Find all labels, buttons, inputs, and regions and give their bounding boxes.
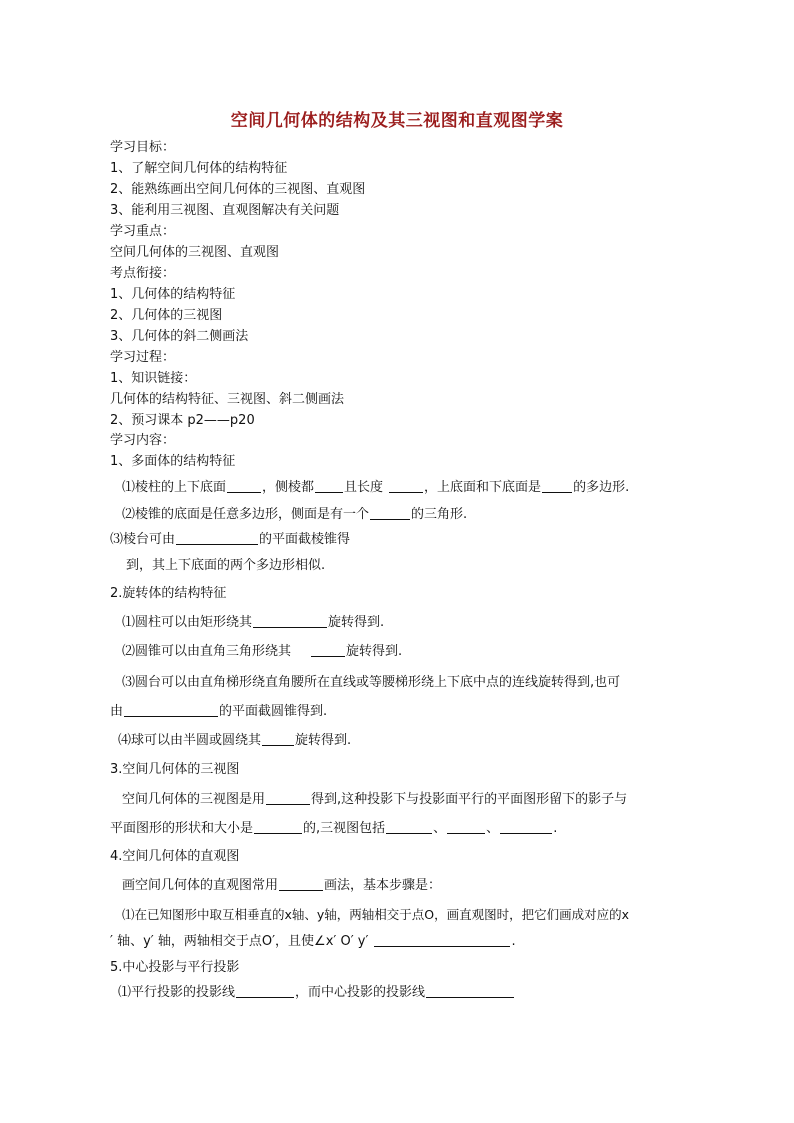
cylinder-text: 旋转得到. [328, 615, 385, 630]
links-heading: 考点衔接： [110, 266, 176, 281]
answer-blank [279, 876, 323, 891]
answer-blank [253, 613, 327, 628]
answer-blank [176, 530, 258, 545]
views-text: 得到,这种投影下与投影面平行的平面图形留下的影子与 [311, 792, 628, 807]
process-step: 1、知识链接： [110, 371, 197, 386]
frustum-line-2: 到，其上下底面的两个多边形相似. [126, 558, 326, 573]
answer-blank [500, 819, 552, 834]
answer-blank [370, 505, 410, 520]
focus-heading: 学习重点： [110, 224, 176, 239]
answer-blank [236, 983, 294, 998]
views-text: 平面图形的形状和大小是 [110, 821, 254, 836]
prism-text: ，侧棱都 [262, 480, 315, 495]
links-item: 3、几何体的斜二侧画法 [110, 329, 249, 344]
sphere-text: ⑷球可以由半圆或圆绕其 [118, 733, 262, 748]
objective-item: 2、能熟练画出空间几何体的三视图、直观图 [110, 182, 366, 197]
frustum-text: 的平面截棱锥得 [259, 532, 351, 547]
answer-blank [315, 478, 343, 493]
answer-blank [262, 731, 294, 746]
frustum-rot-text: 的平面截圆锥得到. [219, 704, 328, 719]
links-item: 2、几何体的三视图 [110, 308, 223, 323]
frustum-rot-line: ⑶圆台可以由直角梯形绕直角腰所在直线或等腰梯形绕上下底中点的连线旋转得到,也可 [122, 675, 621, 690]
prism-text: 的多边形. [573, 480, 630, 495]
process-step-text: 几何体的结构特征、三视图、斜二侧画法 [110, 392, 345, 407]
oblique-step-line-2 [110, 932, 516, 952]
answer-blank [542, 478, 572, 493]
objective-item: 1、了解空间几何体的结构特征 [110, 161, 288, 176]
answer-blank [227, 478, 261, 493]
sphere-line [118, 731, 351, 751]
oblique-line [122, 876, 441, 896]
answer-blank [266, 790, 310, 805]
oblique-text: 画法，基本步骤是： [324, 878, 442, 893]
section-heading: 1、多面体的结构特征 [110, 454, 236, 469]
pyramid-text: ⑵棱锥的底面是任意多边形，侧面是有一个 [122, 507, 370, 522]
section-heading: 4.空间几何体的直观图 [110, 849, 240, 864]
projection-text: ，而中心投影的投影线 [295, 985, 426, 1000]
objectives-heading: 学习目标： [110, 140, 176, 155]
oblique-text: ′ 轴、y′ 轴，两轴相交于点O′，且使∠x′ O′ y′ [110, 934, 369, 949]
pyramid-text: 的三角形. [411, 507, 468, 522]
pyramid-line [122, 505, 467, 525]
oblique-step-line: ⑴在已知图形中取互相垂直的x轴、y轴，两轴相交于点O，画直观图时，把它们画成对应的x [122, 907, 630, 922]
prism-text: ⑴棱柱的上下底面 [122, 480, 227, 495]
answer-blank [447, 819, 485, 834]
views-text: 、 [433, 821, 447, 836]
projection-line [118, 983, 515, 1003]
answer-blank [426, 983, 514, 998]
frustum-line [110, 530, 350, 550]
answer-blank [311, 642, 345, 657]
links-item: 1、几何体的结构特征 [110, 287, 236, 302]
oblique-text: . [511, 934, 516, 949]
cone-text: 旋转得到. [346, 644, 403, 659]
prism-text: ，上底面和下底面是 [424, 480, 542, 495]
answer-blank [124, 702, 218, 717]
views-text: 的,三视图包括 [303, 821, 386, 836]
views-text: 、 [486, 821, 500, 836]
oblique-text: 画空间几何体的直观图常用 [122, 878, 279, 893]
answer-blank [386, 819, 432, 834]
answer-blank [374, 932, 510, 947]
frustum-rot-line-2 [110, 702, 327, 722]
answer-blank [389, 478, 423, 493]
frustum-text: ⑶棱台可由 [110, 532, 176, 547]
cone-text: ⑵圆锥可以由直角三角形绕其 [122, 644, 292, 659]
prism-line [122, 478, 629, 498]
answer-blank [254, 819, 302, 834]
views-text: 空间几何体的三视图是用 [122, 792, 266, 807]
cylinder-line [122, 613, 384, 633]
cylinder-text: ⑴圆柱可以由矩形绕其 [122, 615, 253, 630]
document-title: 空间几何体的结构及其三视图和直观图学案 [230, 111, 564, 131]
cone-line [122, 642, 402, 662]
section-heading: 3.空间几何体的三视图 [110, 762, 240, 777]
process-step: 2、预习课本 p2——p20 [110, 413, 255, 428]
content-heading: 学习内容： [110, 433, 176, 448]
section-heading: 5.中心投影与平行投影 [110, 960, 240, 975]
views-line-2 [110, 819, 557, 839]
views-text: . [553, 821, 558, 836]
projection-text: ⑴平行投影的投影线 [118, 985, 236, 1000]
frustum-rot-text: 由 [110, 704, 124, 719]
process-heading: 学习过程： [110, 350, 176, 365]
sphere-text: 旋转得到. [295, 733, 352, 748]
objective-item: 3、能利用三视图、直观图解决有关问题 [110, 203, 340, 218]
section-heading: 2.旋转体的结构特征 [110, 586, 227, 601]
prism-text: 且长度 [344, 480, 384, 495]
focus-text: 空间几何体的三视图、直观图 [110, 245, 280, 260]
views-line [122, 790, 627, 810]
